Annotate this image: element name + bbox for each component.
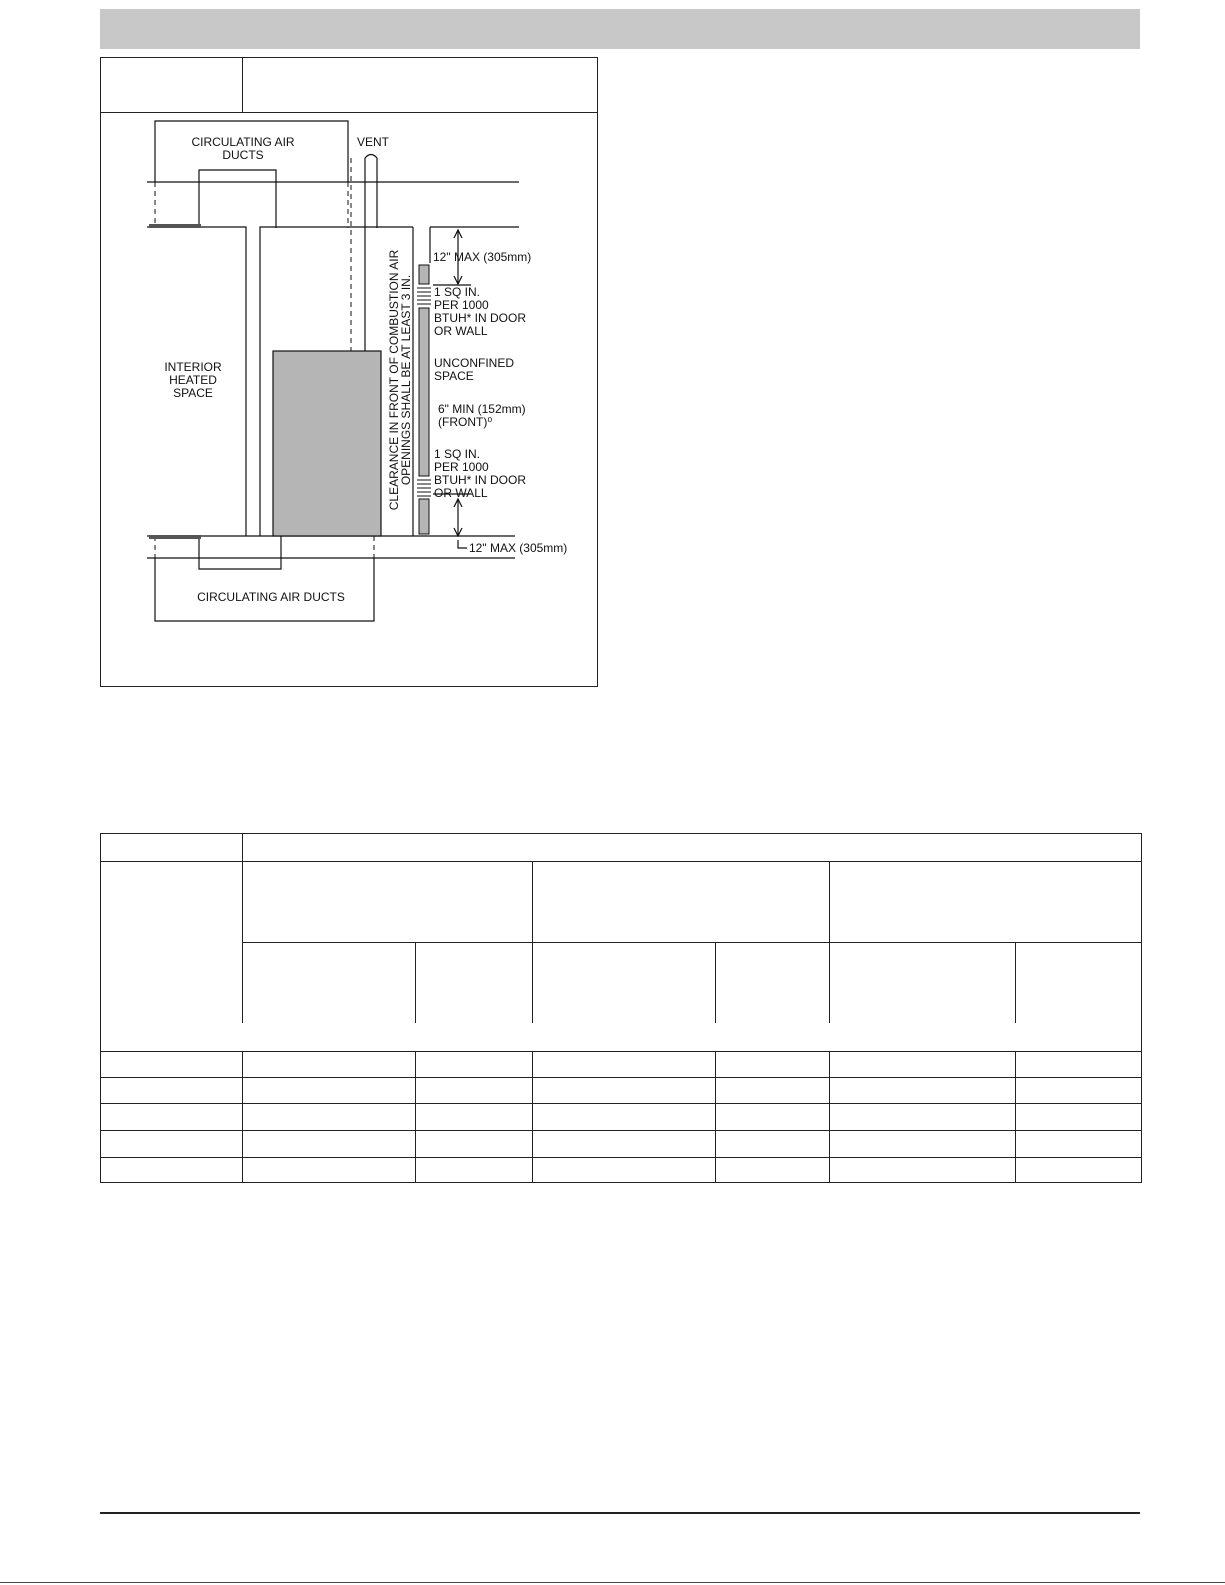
combustion-opening-top-small [419, 265, 429, 284]
return-register-bottom [149, 535, 201, 539]
table-cell [243, 943, 416, 1023]
table-row [101, 1131, 1142, 1158]
table-cell [101, 1158, 243, 1183]
table-cell [1016, 1158, 1142, 1183]
supply-register-top [149, 224, 201, 228]
label-circ-bottom: CIRCULATING AIR DUCTS [197, 590, 345, 604]
table-cell [101, 834, 243, 862]
table-row [101, 1078, 1142, 1104]
label-unconfined-2: SPACE [434, 369, 474, 383]
page-bottom-rule [0, 1582, 1225, 1583]
table-cell [1016, 1078, 1142, 1104]
table-group-header-row [101, 862, 1142, 943]
label-circ-top-1: CIRCULATING AIR [191, 135, 295, 149]
label-max-bottom: 12" MAX (305mm) [469, 541, 568, 555]
table-cell [716, 943, 830, 1023]
combustion-opening-bottom-small [419, 499, 429, 534]
label-circ-top-2: DUCTS [222, 148, 264, 162]
figure-frame [100, 57, 598, 687]
table-cell [101, 1078, 243, 1104]
table-cell [243, 862, 533, 943]
label-clearance-1: CLEARANCE IN FRONT OF COMBUSTION AIR [387, 249, 401, 511]
table-cell [830, 862, 1142, 943]
table-spanning-row [101, 1023, 1142, 1052]
table-cell [533, 862, 830, 943]
label-sq-bot-4: OR WALL [434, 486, 488, 500]
furnace-unit [273, 351, 381, 536]
table-row [101, 1052, 1142, 1078]
table-cell [716, 1158, 830, 1183]
label-sq-top-3: BTUH* IN DOOR [434, 311, 527, 325]
table-cell [101, 1104, 243, 1131]
label-sq-bot-1: 1 SQ IN. [434, 447, 481, 461]
table-cell [830, 1052, 1016, 1078]
label-min-front-1: 6" MIN (152mm) [438, 402, 526, 416]
table-cell [243, 1131, 416, 1158]
table-cell [533, 1052, 716, 1078]
table-cell [101, 1131, 243, 1158]
label-interior-3: SPACE [173, 386, 213, 400]
table-cell [533, 1078, 716, 1104]
label-sq-top-4: OR WALL [434, 324, 488, 338]
table-cell [1016, 1052, 1142, 1078]
table-cell [716, 1078, 830, 1104]
footer-rule [100, 1512, 1140, 1514]
table-cell [243, 1158, 416, 1183]
table-cell [416, 943, 533, 1023]
table-cell [716, 1052, 830, 1078]
table-cell [716, 1131, 830, 1158]
table-cell [416, 1104, 533, 1131]
label-max-top: 12" MAX (305mm) [433, 250, 532, 264]
table-cell [830, 943, 1016, 1023]
table-cell [1016, 1104, 1142, 1131]
table-cell [533, 1158, 716, 1183]
label-interior-2: HEATED [169, 373, 217, 387]
data-table [100, 833, 1142, 1183]
table-cell [716, 1104, 830, 1131]
label-min-front-2: (FRONT)⁰ [438, 415, 493, 429]
label-sq-top-1: 1 SQ IN. [434, 285, 481, 299]
table-cell [416, 1158, 533, 1183]
table-subheader-row [101, 943, 1142, 1023]
table-cell [416, 1131, 533, 1158]
table-cell [243, 1052, 416, 1078]
table-cell [830, 1104, 1016, 1131]
table-cell [243, 1078, 416, 1104]
section-header-bar [100, 9, 1140, 49]
installation-diagram [101, 58, 599, 688]
label-unconfined-1: UNCONFINED [434, 356, 514, 370]
label-clearance-2: OPENINGS SHALL BE AT LEAST 3 IN. [399, 274, 413, 486]
table-cell [416, 1078, 533, 1104]
label-vent: VENT [356, 135, 390, 149]
table-cell [243, 1104, 416, 1131]
table-cell [533, 1104, 716, 1131]
label-sq-top-2: PER 1000 [434, 298, 489, 312]
combustion-opening-center [419, 308, 429, 476]
table-title-row [101, 834, 1142, 862]
table-cell [533, 943, 716, 1023]
table-cell [533, 1131, 716, 1158]
table-cell [101, 862, 243, 1023]
label-sq-bot-2: PER 1000 [434, 460, 489, 474]
table-cell [243, 834, 1142, 862]
table-cell [830, 1131, 1016, 1158]
table-cell [101, 1023, 1142, 1052]
table-cell [416, 1052, 533, 1078]
table-row [101, 1104, 1142, 1131]
table-cell [830, 1078, 1016, 1104]
table-cell [1016, 943, 1142, 1023]
table-row [101, 1158, 1142, 1183]
table-cell [101, 1052, 243, 1078]
table-cell [1016, 1131, 1142, 1158]
label-interior-1: INTERIOR [164, 360, 222, 374]
table-cell [830, 1158, 1016, 1183]
label-sq-bot-3: BTUH* IN DOOR [434, 473, 527, 487]
